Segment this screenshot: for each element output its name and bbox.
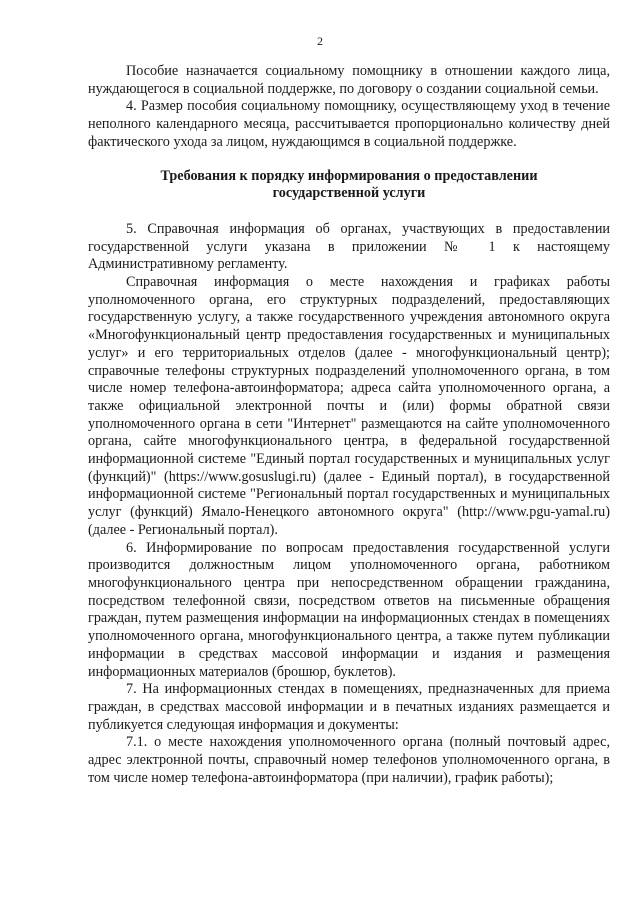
paragraph-benefit-assignment: Пособие назначается социальному помощнику в отношении каждого лица, нуждающегося в социальной поддержке, по договору о создании социальной семьи.	[88, 63, 610, 97]
page-number: 2	[317, 34, 323, 48]
section-heading: Требования к порядку информирования о предоставлении государственной услуги	[160, 167, 538, 202]
paragraph-7: 7. На информационных стендах в помещениях, предназначенных для приема граждан, в средствах массовой информации и в печатных изданиях размещается и публикуется следующая информация и документы:	[88, 681, 610, 733]
paragraph-5: 5. Справочная информация об органах, участвующих в предоставлении государственной услуги указана в приложении № 1 к настоящему Административному регламенту.	[88, 220, 610, 273]
paragraph-reference-info: Справочная информация о месте нахождения и графиках работы уполномоченного органа, его структурных подразделений, предоставляющих государственную услугу, а также государственного учреждения автономного округа «Многофункциональный центр предоставления государственных и муниципальных услуг» и его территориальных отделов (далее - многофункциональный центр); справочные телефоны структурных подразделений уполномоченного органа, в том числе номер телефона-автоинформатора; адреса сайта уполномоченного органа, а также официальной электронной почты и (или) формы обратной связи уполномоченного органа в сети "Интернет" размещаются на сайте уполномоченного органа, сайте многофункционального центра, в федеральной государственной информационной системе "Единый портал государственных и муниципальных услуг (функций)" (https://www.gosuslugi.ru) (далее - Единый портал), в государственной информационной системе "Региональный портал государственных и муниципальных услуг (функций) Ямало-Ненецкого автономного округа" (http://www.pgu-yamal.ru) (далее - Региональный портал).	[88, 274, 610, 538]
paragraph-6: 6. Информирование по вопросам предоставления государственной услуги производится должностным лицом уполномоченного органа, работником многофункционального центра при непосредственном обращении гражданина, посредством телефонной связи, посредством ответов на письменные обращения граждан, путем размещения информации на информационных стендах в помещениях уполномоченного органа, многофункционального центра, а также путем публикации информации в средствах массовой информации и издания и размещения информационных материалов (брошюр, буклетов).	[88, 539, 610, 680]
paragraph-7-1: 7.1. о месте нахождения уполномоченного органа (полный почтовый адрес, адрес электронной почты, справочный номер телефонов уполномоченного органа, в том числе номер телефона-автоинформатора (при наличии), график работы);	[88, 734, 610, 786]
document-body	[88, 63, 610, 787]
paragraph-4: 4. Размер пособия социальному помощнику, осуществляющему уход в течение неполного календарного месяца, рассчитывается пропорционально количеству дней фактического ухода за лицом, нуждающимся в социальной поддержке.	[88, 98, 610, 150]
